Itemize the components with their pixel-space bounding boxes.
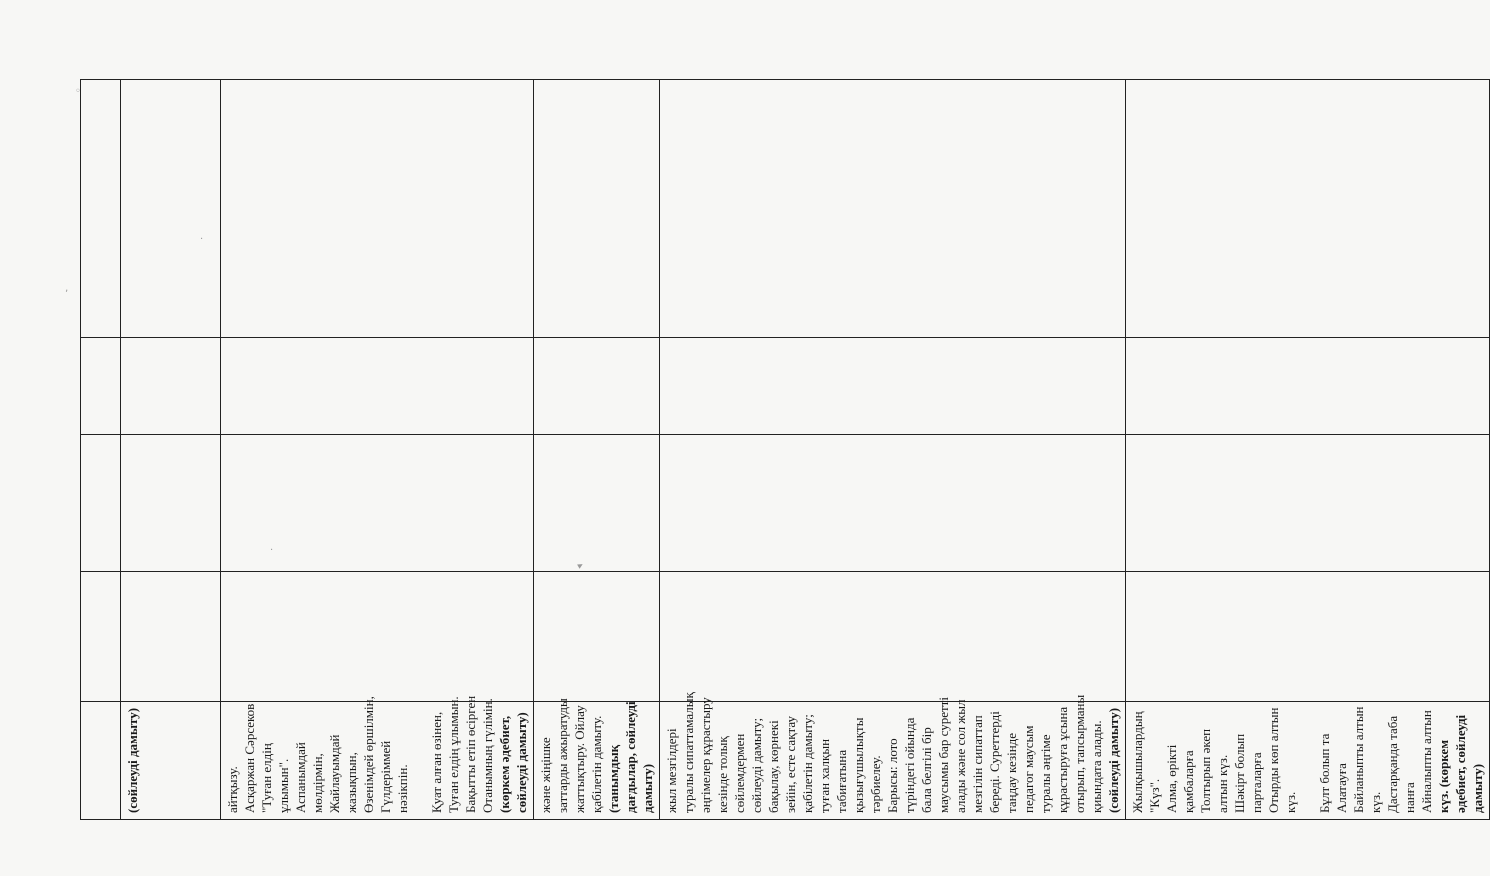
cell-text-line: педагог маусым: [1021, 725, 1036, 813]
cell-text-line: және жіңішке: [538, 737, 553, 813]
cell-text-line: отырып, тапсырманы: [1072, 694, 1087, 813]
scan-speck: ◦: [75, 86, 81, 97]
cell-text-line: күз. (көркем: [1436, 739, 1451, 813]
table-cell: [660, 80, 1126, 338]
table-row: [660, 80, 1126, 820]
table-row: [221, 80, 534, 820]
cell-text-line: қызығушылықты: [851, 717, 866, 813]
cell-text-line: Шәкірт болып: [1232, 733, 1247, 813]
scan-speck: ‚: [65, 283, 69, 294]
cell-text-line: Гүлдеріммей: [378, 740, 393, 813]
cell-text-line: мезгілін сипаттап: [970, 715, 985, 813]
table-row: [1126, 80, 1490, 820]
cell-text-line: Бұлт болып та: [1317, 733, 1332, 813]
cell-text-line: қабілетін дамыту;: [800, 714, 815, 813]
table-cell: [121, 435, 221, 572]
table-cell: [534, 80, 660, 338]
cell-text-line: Дастарқанда таба: [1385, 715, 1400, 813]
cell-text-line: Асқаржан Сәрсеков: [242, 703, 257, 813]
cell-text-line: сөйлеуді дамыту): [514, 712, 529, 813]
cell-text-line: әдебиет, сөйлеуді: [1453, 714, 1468, 813]
cell-text-line: Айналыпты алтын: [1419, 710, 1434, 813]
cell-text-line: Өзенімдей өршілмін,: [361, 696, 376, 813]
cell-text-line: алтын күз.: [1215, 754, 1230, 813]
cell-text-line: Байланыпты алтын: [1351, 706, 1366, 813]
cell-text-line: туралы әңгіме: [1038, 734, 1053, 813]
cell-text-line: алады және сол жыл: [953, 699, 968, 813]
cell-text-line: кезінде толық: [715, 736, 730, 813]
cell-text-line: қамбаларға: [1181, 750, 1196, 813]
cell-text-line: таңдау кезінде: [1004, 732, 1019, 813]
table-cell: [221, 572, 534, 702]
cell-text-line: Алатауға: [1334, 763, 1349, 813]
cell-text-line: (көркем әдебиет,: [497, 715, 512, 813]
cell-text-line: парталарға: [1249, 752, 1264, 813]
table-cell: [1126, 572, 1490, 702]
cell-text-line: береді. Суреттерді: [987, 711, 1002, 813]
cell-text-line: сөйлеуді дамыту;: [749, 717, 764, 813]
table-cell: [221, 695, 534, 820]
table-cell: [534, 572, 660, 702]
cell-text-line: Қуат алған өзінен,: [429, 711, 444, 813]
table-row: [121, 80, 221, 820]
table-cell: [221, 80, 534, 338]
cell-text-line: туған халқын: [817, 738, 832, 813]
cell-text-line: [1299, 708, 1316, 813]
scan-speck: ·: [270, 545, 274, 556]
table-cell: [660, 572, 1126, 702]
cell-text-line: күз.: [1283, 791, 1298, 813]
table-cell: [221, 435, 534, 572]
table-cell: [1126, 702, 1490, 820]
cell-text-line: Алма, өрікті: [1164, 744, 1179, 813]
cell-text-line: Аспанымдай: [293, 742, 308, 813]
cell-text-line: айтқызу.: [225, 766, 240, 813]
cell-text-line: жазықпын,: [344, 752, 359, 813]
table-cell: [660, 692, 1126, 820]
table-cell: [81, 338, 121, 435]
table-cell: [81, 702, 121, 820]
cell-text-line: қабілетін дамыту.: [589, 715, 604, 813]
cell-text-line: әңгімелер құрастыру: [698, 697, 713, 813]
cell-text-line: күз.: [1368, 791, 1383, 813]
cell-text-line: "Күз".: [1147, 778, 1162, 813]
cell-text-line: сөйлемдермен: [732, 733, 747, 813]
cell-text-line: мөлдірмін,: [310, 753, 325, 813]
cell-text-line: Барысы: лото: [885, 738, 900, 813]
cell-text-line: Жылқышылардың: [1130, 711, 1145, 813]
table-cell: [121, 702, 221, 820]
table-cell: [1126, 80, 1490, 338]
table-row: [81, 80, 121, 820]
cell-text-line: бақылау, көрнекі: [766, 720, 781, 813]
table-cell: [1126, 435, 1490, 572]
table-cell: [534, 435, 660, 572]
cell-text-line: [411, 708, 428, 813]
cell-text-line: (сөйлеуді дамыту): [1106, 707, 1121, 813]
cell-text-line: (сөйлеуді дамыту): [125, 707, 140, 813]
cell-text-line: тәрбиелеу.: [868, 755, 883, 813]
table-cell: [121, 572, 221, 702]
cell-text-line: жаттықтыру. Ойлау: [572, 705, 587, 813]
table-row: [534, 80, 660, 820]
table-cell: [81, 572, 121, 702]
scan-speck: ·: [200, 234, 204, 245]
cell-text-line: Туған елдің ұлымын.: [446, 696, 461, 813]
cell-text-line: заттарды ажыратуды: [555, 698, 570, 813]
scan-speck: ▸: [575, 559, 586, 572]
cell-text-line: дағдылар, сөйлеуді: [623, 701, 638, 813]
cell-text-line: дамыту): [1470, 763, 1485, 813]
table-cell: [534, 338, 660, 435]
cell-text-line: ұлымын".: [276, 758, 291, 813]
cell-text-line: нанға: [1402, 782, 1417, 813]
table-cell: [660, 338, 1126, 435]
table-cell: [81, 435, 121, 572]
cell-text-line: жыл мезгілдері: [664, 728, 679, 813]
table-cell: [1126, 338, 1490, 435]
cell-text-line: Отырды көп алтын: [1266, 707, 1281, 813]
cell-text-line: Толтырып әкеп: [1198, 728, 1213, 813]
table-cell: [81, 80, 121, 338]
cell-text-line: табиғатына: [834, 749, 849, 813]
table-cell: [121, 80, 221, 338]
cell-text-line: Отанымның гүлімін.: [480, 698, 495, 813]
cell-text-line: Бақытты етіп өсірген: [463, 695, 478, 813]
cell-text-line: түріндегі ойында: [902, 717, 917, 813]
cell-text-line: Жайлауымдай: [327, 734, 342, 813]
cell-text-line: маусымы бар суретті: [936, 697, 951, 813]
table-cell: [221, 338, 534, 435]
cell-text-line: туралы сипаттамалық: [681, 692, 696, 813]
cell-text-line: құрастыруға ұсына: [1055, 706, 1070, 813]
cell-text-line: бала белгілі бір: [919, 727, 934, 813]
cell-text-line: зейін, есте сақтау: [783, 716, 798, 813]
cell-text-line: дамыту): [640, 763, 655, 813]
table-cell: [534, 698, 660, 820]
cell-text-line: қиындата алады.: [1089, 720, 1104, 813]
table-cell: [660, 435, 1126, 572]
cell-text-line: нәзікпін.: [395, 764, 410, 813]
rotated-table-sheet: [80, 80, 1485, 820]
lesson-plan-table: [80, 79, 1490, 820]
table-cell: [121, 338, 221, 435]
cell-text-line: (танымдық: [606, 744, 621, 813]
cell-text-line: "Туған елдің: [259, 743, 274, 813]
